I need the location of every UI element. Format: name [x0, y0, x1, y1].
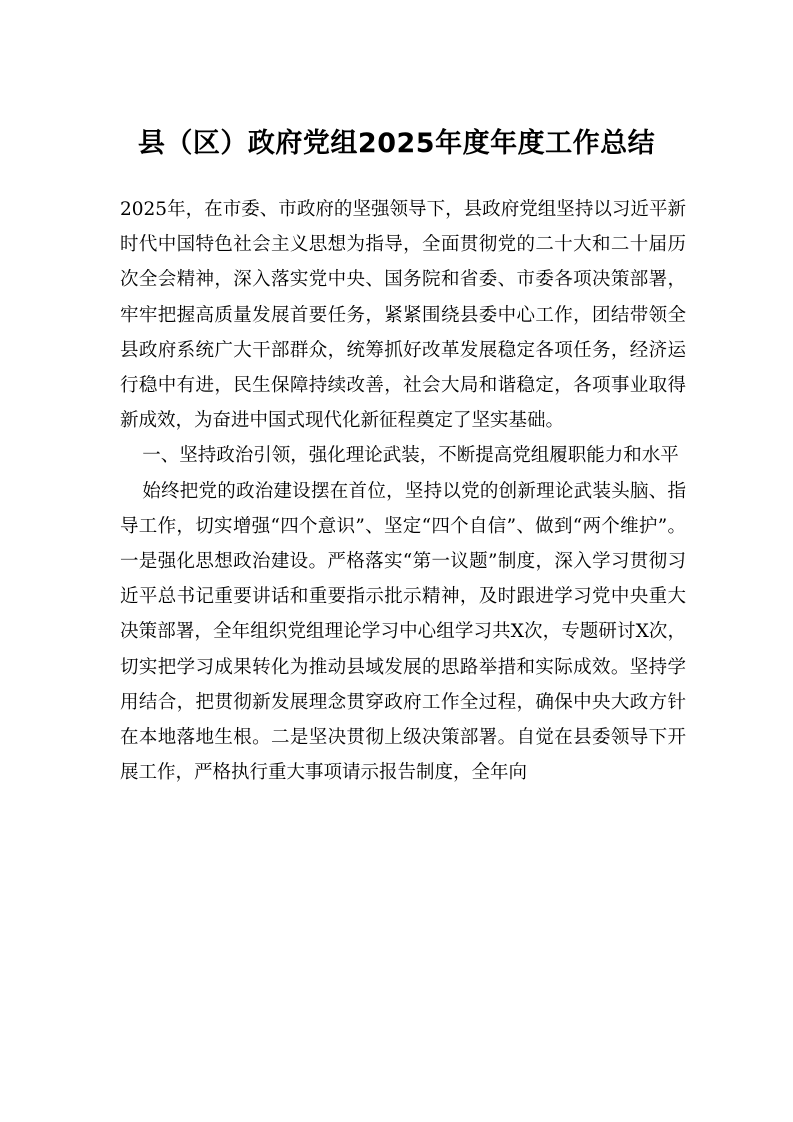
intro-paragraph: 2025年，在市委、市政府的坚强领导下，县政府党组坚持以习近平新时代中国特色社会主义思想为指导，全面贯彻党的二十大和二十届历次全会精神，深入落实党中央、国务院和省委、市委各项决策部署，牢牢把握高质量发展首要任务，紧紧围绕县委中心工作，团结带领全县政府系统广大干部群众，统筹抓好改革发展稳定各项任务，经济运行稳中有进，民生保障持续改善，社会大局和谐稳定，各项事业取得新成效，为奋进中国式现代化新征程奠定了坚实基础。 [120, 199, 686, 432]
document-body [120, 192, 686, 790]
section-1-paragraph: 始终把党的政治建设摆在首位，坚持以党的创新理论武装头脑、指导工作，切实增强“四个意识”、坚定“四个自信”、做到“两个维护”。一是强化思想政治建设。严格落实“第一议题”制度，深入学习贯彻习近平总书记重要讲话和重要指示批示精神，及时跟进学习党中央重大决策部署，全年组织党组理论学习中心组学习共X次，专题研讨X次，切实把学习成果转化为推动县域发展的思路举措和实际成效。坚持学用结合，把贯彻新发展理念贯穿政府工作全过程，确保中央大政方针在本地落地生根。二是坚决贯彻上级决策部署。自觉在县委领导下开展工作，严格执行重大事项请示报告制度，全年向 [120, 480, 686, 784]
section-heading-1: 一、坚持政治引领，强化理论武装，不断提高党组履职能力和水平 [142, 445, 679, 467]
document-title: 县（区）政府党组2025年度年度工作总结 [137, 128, 656, 159]
